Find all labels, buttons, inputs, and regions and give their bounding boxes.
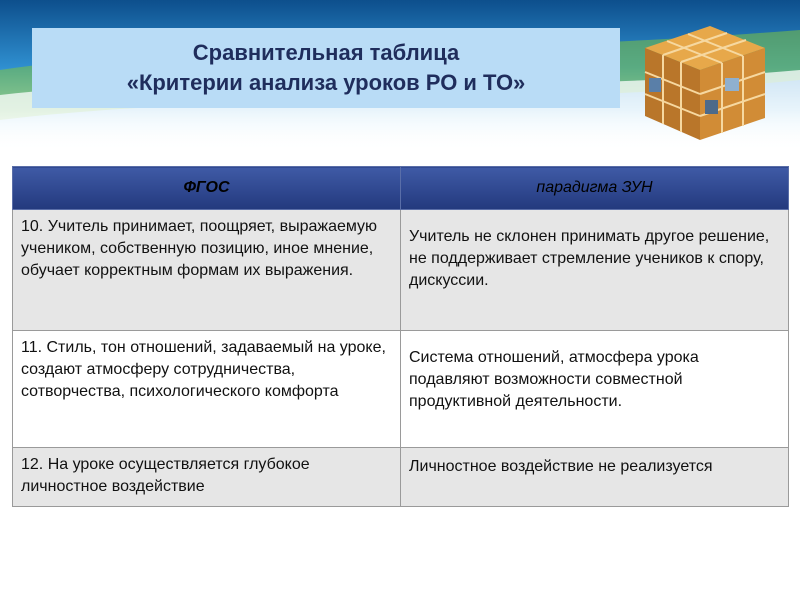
table-cell-zun: Личностное воздействие не реализуется	[401, 448, 789, 507]
slide-title	[32, 28, 620, 108]
photo-cube-icon	[625, 8, 775, 148]
table-header-row	[13, 167, 789, 210]
header-fgos: ФГОС	[13, 167, 401, 210]
header-zun: парадигма ЗУН	[401, 167, 789, 210]
table-row	[13, 331, 789, 448]
table-cell-fgos: 10. Учитель принимает, поощряет, выражаемую учеником, собственную позицию, иное мнение, обучает корректным формам их выражения.	[13, 210, 401, 331]
table-row	[13, 210, 789, 331]
table-cell-fgos: 12. На уроке осуществляется глубокое личностное воздействие	[13, 448, 401, 507]
table-cell-zun: Учитель не склонен принимать другое решение, не поддерживает стремление учеников к спору, дискуссии.	[401, 210, 789, 331]
table-cell-fgos: 11. Стиль, тон отношений, задаваемый на уроке, создают атмосферу сотрудничества, сотворчества, психологического комфорта	[13, 331, 401, 448]
table-row	[13, 448, 789, 507]
title-line-1: Сравнительная таблица	[192, 40, 460, 65]
table-cell-zun: Система отношений, атмосфера урока подавляют возможности совместной продуктивной деятельности.	[401, 331, 789, 448]
title-line-2: «Критерии анализа уроков РО и ТО»	[126, 70, 526, 95]
comparison-table	[12, 166, 789, 507]
